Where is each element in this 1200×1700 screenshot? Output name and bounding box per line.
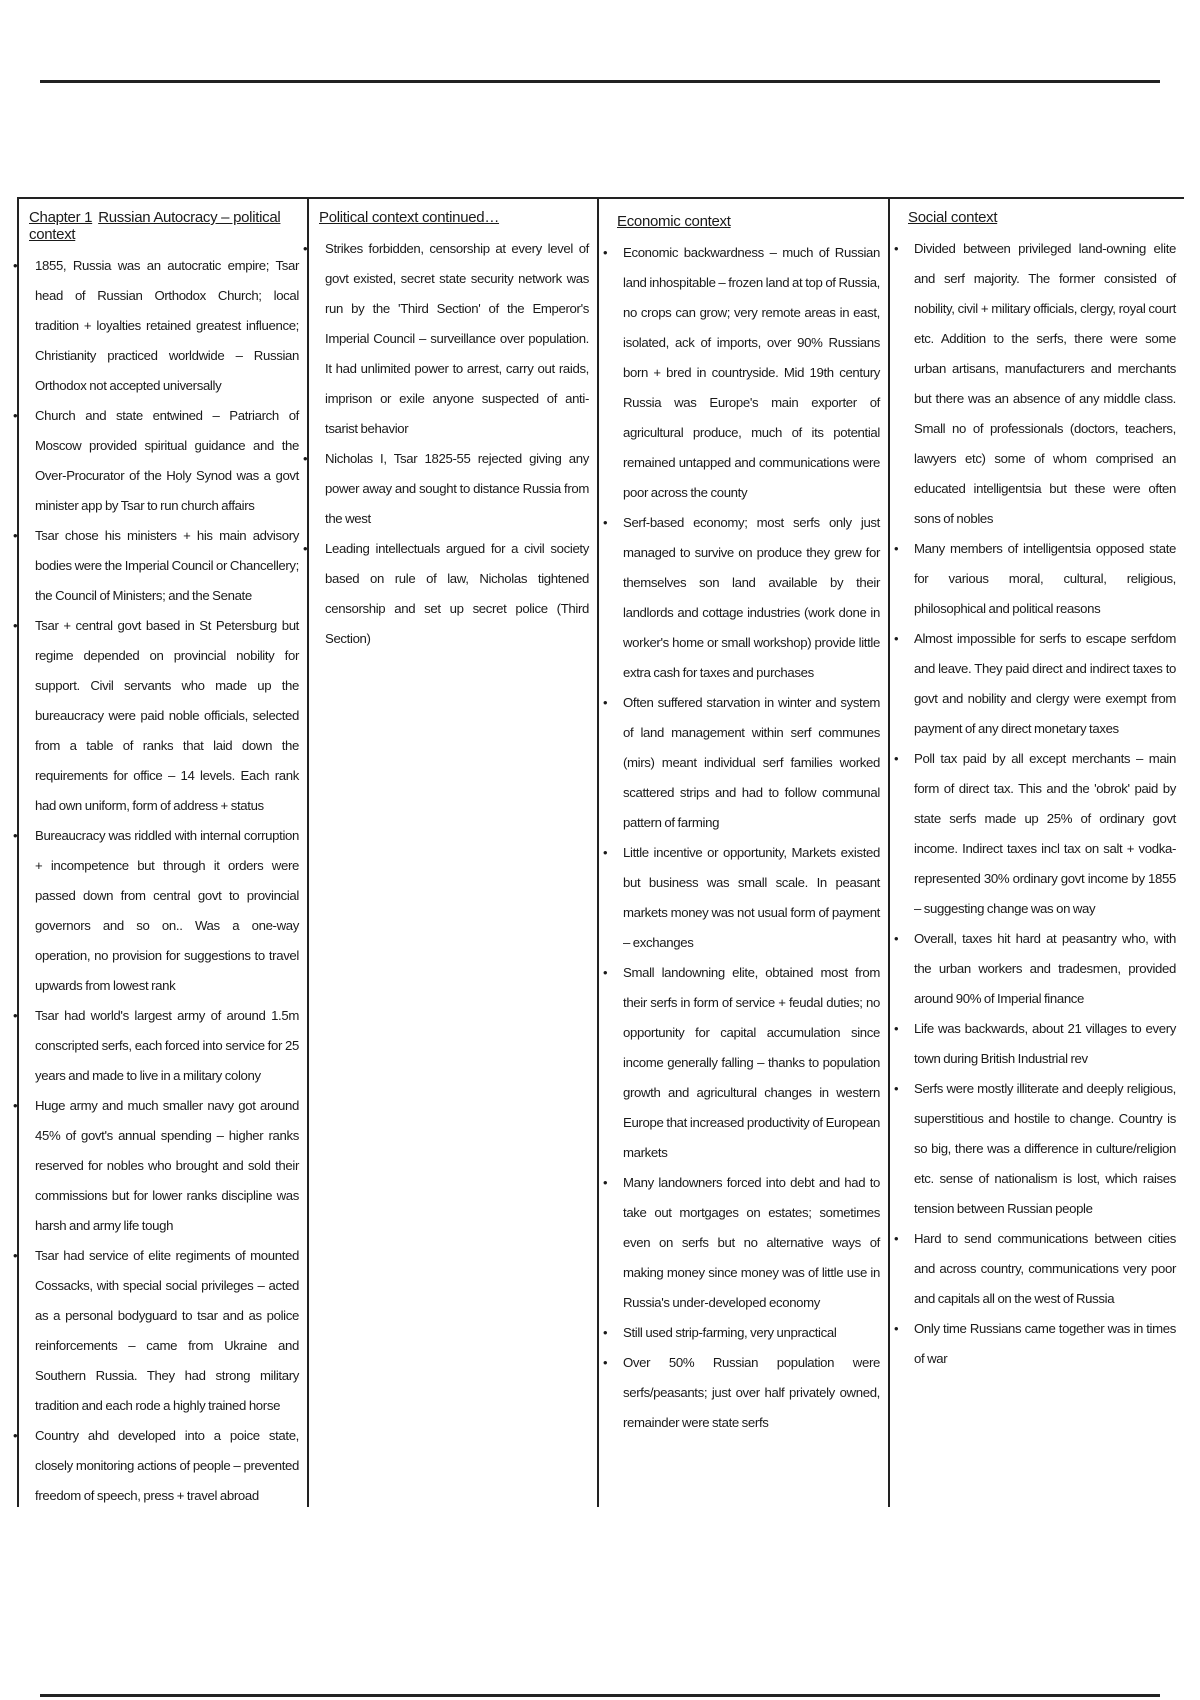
list-item-text: Church and state entwined – Patriarch of Moscow provided spiritual guidance and the Over-Procurator of the Holy Synod was a govt minister app by Tsar to run church affairs: [35, 408, 299, 513]
chapter-label: Chapter 1: [29, 209, 93, 226]
list-item-text: Tsar + central govt based in St Petersburg but regime depended on provincial nobility for support. Civil servants who made up the bureaucracy were paid noble officials, selected from a table of ranks that laid down the requirements for office – 14 levels. Each rank had own uniform, form of address + status: [35, 618, 299, 813]
list-item-text: Serf-based economy; most serfs only just managed to survive on produce they grew for themselves son land available by their landlords and cottage industries (work done in worker's home or small workshop) provide little extra cash for taxes and purchases: [623, 515, 880, 680]
column-political-context: [13, 199, 307, 1507]
list-item-text: Many landowners forced into debt and had to take out mortgages on estates; sometimes even on serfs but no alternative ways of making money since money was of little use in Russia's under-developed economy: [623, 1175, 880, 1310]
list-item-text: Tsar had world's largest army of around 1.5m conscripted serfs, each forced into service for 25 years and made to live in a military colony: [35, 1008, 299, 1083]
list-item-text: Economic backwardness – much of Russian land inhospitable – frozen land at top of Russia, no crops can grow; very remote areas in east, isolated, ack of imports, over 90% Russians born + bred in countryside. Mid 19th century Russia was Europe's main exporter of agricultural produce, much of its potential remained untapped and communications were poor across the county: [623, 245, 880, 500]
bullet-icon: •: [603, 1175, 608, 1190]
list-item: [13, 521, 299, 611]
list-item: [13, 1241, 299, 1421]
list-item-text: Serfs were mostly illiterate and deeply religious, superstitious and hostile to change. Country is so big, there was a difference in culture/religion etc. sense of nationalism is lost, which raises tension between Russian people: [914, 1081, 1176, 1216]
list-item: [890, 624, 1176, 744]
bullet-icon: •: [894, 1081, 899, 1096]
list-item: [599, 958, 880, 1168]
bullet-icon: •: [303, 451, 308, 466]
list-item: [599, 1318, 880, 1348]
list-item: [599, 1348, 880, 1438]
bullet-icon: •: [13, 528, 18, 543]
bullet-icon: •: [13, 1248, 18, 1263]
list-item: [599, 238, 880, 508]
bullet-icon: •: [603, 845, 608, 860]
list-item: [13, 1001, 299, 1091]
list-item-text: Huge army and much smaller navy got around 45% of govt's annual spending – higher ranks reserved for nobles who brought and sold their commissions but for lower ranks discipline was harsh and army life tough: [35, 1098, 299, 1233]
list-item: [890, 1224, 1176, 1314]
bullet-icon: •: [603, 695, 608, 710]
bullet-icon: •: [13, 1428, 18, 1443]
column-heading: [29, 209, 307, 243]
heading-text: Russian Autocracy – political context: [29, 209, 281, 243]
list-item-text: Life was backwards, about 21 villages to every town during British Industrial rev: [914, 1021, 1176, 1066]
list-item: [13, 821, 299, 1001]
list-item-text: Nicholas I, Tsar 1825-55 rejected giving any power away and sought to distance Russia from the west: [325, 451, 589, 526]
column-heading: Social context: [908, 209, 998, 226]
list-item: [890, 1014, 1176, 1074]
bullet-icon: •: [894, 931, 899, 946]
bullet-icon: •: [13, 1098, 18, 1113]
list-item: [890, 534, 1176, 624]
bullet-icon: •: [13, 828, 18, 843]
bullet-icon: •: [603, 245, 608, 260]
column-political-continued: [303, 199, 597, 1507]
list-item-text: Bureaucracy was riddled with internal corruption + incompetence but through it orders were passed down from central govt to provincial governors and so on.. Was a one-way operation, no provision for suggestions to travel upwards from lowest rank: [35, 828, 299, 993]
list-item: [890, 924, 1176, 1014]
bullet-icon: •: [894, 541, 899, 556]
bullet-icon: •: [894, 1021, 899, 1036]
notes-table: [13, 197, 1184, 1507]
list-item-text: Hard to send communications between cities and across country, communications very poor and capitals all on the west of Russia: [914, 1231, 1176, 1306]
list-item-text: Country ahd developed into a poice state, closely monitoring actions of people – prevented freedom of speech, press + travel abroad: [35, 1428, 299, 1503]
list-item-text: Almost impossible for serfs to escape serfdom and leave. They paid direct and indirect taxes to govt and nobility and clergy were exempt from payment of any direct monetary taxes: [914, 631, 1176, 736]
list-item-text: Over 50% Russian population were serfs/peasants; just over half privately owned, remainder were state serfs: [623, 1355, 880, 1430]
list-item: [13, 401, 299, 521]
bullet-icon: •: [603, 1355, 608, 1370]
list-item-text: Divided between privileged land-owning elite and serf majority. The former consisted of nobility, civil + military officials, clergy, royal court etc. Addition to the serfs, there were some urban artisans, manufacturers and merchants but there was an absence of any middle class. Small no of professionals (doctors, teachers, lawyers etc) some of whom comprised an educated intelligentsia but these were often sons of nobles: [914, 241, 1176, 526]
list-item: [890, 1314, 1176, 1374]
bullet-icon: •: [13, 258, 18, 273]
bullet-icon: •: [894, 1231, 899, 1246]
list-item: [890, 234, 1176, 534]
bullet-list: [890, 234, 1184, 1374]
list-item-text: Tsar had service of elite regiments of mounted Cossacks, with special social privileges – acted as a personal bodyguard to tsar and as police reinforcements – came from Ukraine and Southern Russia. They had strong military tradition and each rode a highly trained horse: [35, 1248, 299, 1413]
list-item: [13, 251, 299, 401]
bottom-rule: [40, 1694, 1160, 1697]
bullet-icon: •: [894, 1321, 899, 1336]
list-item-text: Often suffered starvation in winter and system of land management within serf communes (mirs) meant individual serf families worked scattered strips and had to follow communal pattern of farming: [623, 695, 880, 830]
list-item: [13, 611, 299, 821]
column-social-context: [888, 199, 1184, 1507]
list-item: [303, 534, 589, 654]
top-rule: [40, 80, 1160, 83]
bullet-icon: •: [13, 1008, 18, 1023]
list-item: [890, 1074, 1176, 1224]
bullet-icon: •: [303, 241, 308, 256]
list-item-text: Only time Russians came together was in times of war: [914, 1321, 1176, 1366]
list-item: [599, 838, 880, 958]
list-item-text: Still used strip-farming, very unpractical: [623, 1325, 837, 1340]
column-heading: Political context continued…: [319, 209, 500, 226]
list-item-text: Leading intellectuals argued for a civil society based on rule of law, Nicholas tightened censorship and set up secret police (Third Section): [325, 541, 589, 646]
list-item: [599, 1168, 880, 1318]
list-item: [303, 234, 589, 444]
list-item-text: Strikes forbidden, censorship at every level of govt existed, secret state security network was run by the 'Third Section' of the Emperor's Imperial Council – surveillance over population. It had unlimited power to arrest, carry out raids, imprison or exile anyone suspected of anti-tsarist behavior: [325, 241, 589, 436]
column-economic-context: [597, 199, 888, 1507]
list-item: [890, 744, 1176, 924]
bullet-icon: •: [13, 618, 18, 633]
bullet-icon: •: [603, 965, 608, 980]
list-item-text: 1855, Russia was an autocratic empire; Tsar head of Russian Orthodox Church; local tradition + loyalties retained greatest influence; Christianity practiced worldwide – Russian Orthodox not accepted universally: [35, 258, 299, 393]
column-heading: Economic context: [617, 213, 731, 230]
bullet-list: [303, 234, 597, 654]
bullet-icon: •: [894, 751, 899, 766]
list-item-text: Overall, taxes hit hard at peasantry who, with the urban workers and tradesmen, provided around 90% of Imperial finance: [914, 931, 1176, 1006]
bullet-list: [599, 238, 888, 1438]
list-item: [13, 1091, 299, 1241]
bullet-icon: •: [603, 1325, 608, 1340]
bullet-list: [13, 251, 307, 1511]
list-item-text: Poll tax paid by all except merchants – main form of direct tax. This and the 'obrok' paid by state serfs made up 25% of ordinary govt income. Indirect taxes incl tax on salt + vodka- represented 30% ordinary govt income by 1855 – suggesting change was on way: [914, 751, 1176, 916]
bullet-icon: •: [603, 515, 608, 530]
list-item: [599, 508, 880, 688]
list-item-text: Small landowning elite, obtained most from their serfs in form of service + feudal duties; no opportunity for capital accumulation since income generally falling – thanks to population growth and agricultural changes in western Europe that increased productivity of European markets: [623, 965, 880, 1160]
list-item: [599, 688, 880, 838]
list-item: [303, 444, 589, 534]
bullet-icon: •: [894, 241, 899, 256]
list-item-text: Many members of intelligentsia opposed state for various moral, cultural, religious, philosophical and political reasons: [914, 541, 1176, 616]
list-item: [13, 1421, 299, 1511]
bullet-icon: •: [894, 631, 899, 646]
list-item-text: Little incentive or opportunity, Markets existed but business was small scale. In peasant markets money was not usual form of payment – exchanges: [623, 845, 880, 950]
bullet-icon: •: [13, 408, 18, 423]
bullet-icon: •: [303, 541, 308, 556]
list-item-text: Tsar chose his ministers + his main advisory bodies were the Imperial Council or Chancellery; the Council of Ministers; and the Senate: [35, 528, 299, 603]
